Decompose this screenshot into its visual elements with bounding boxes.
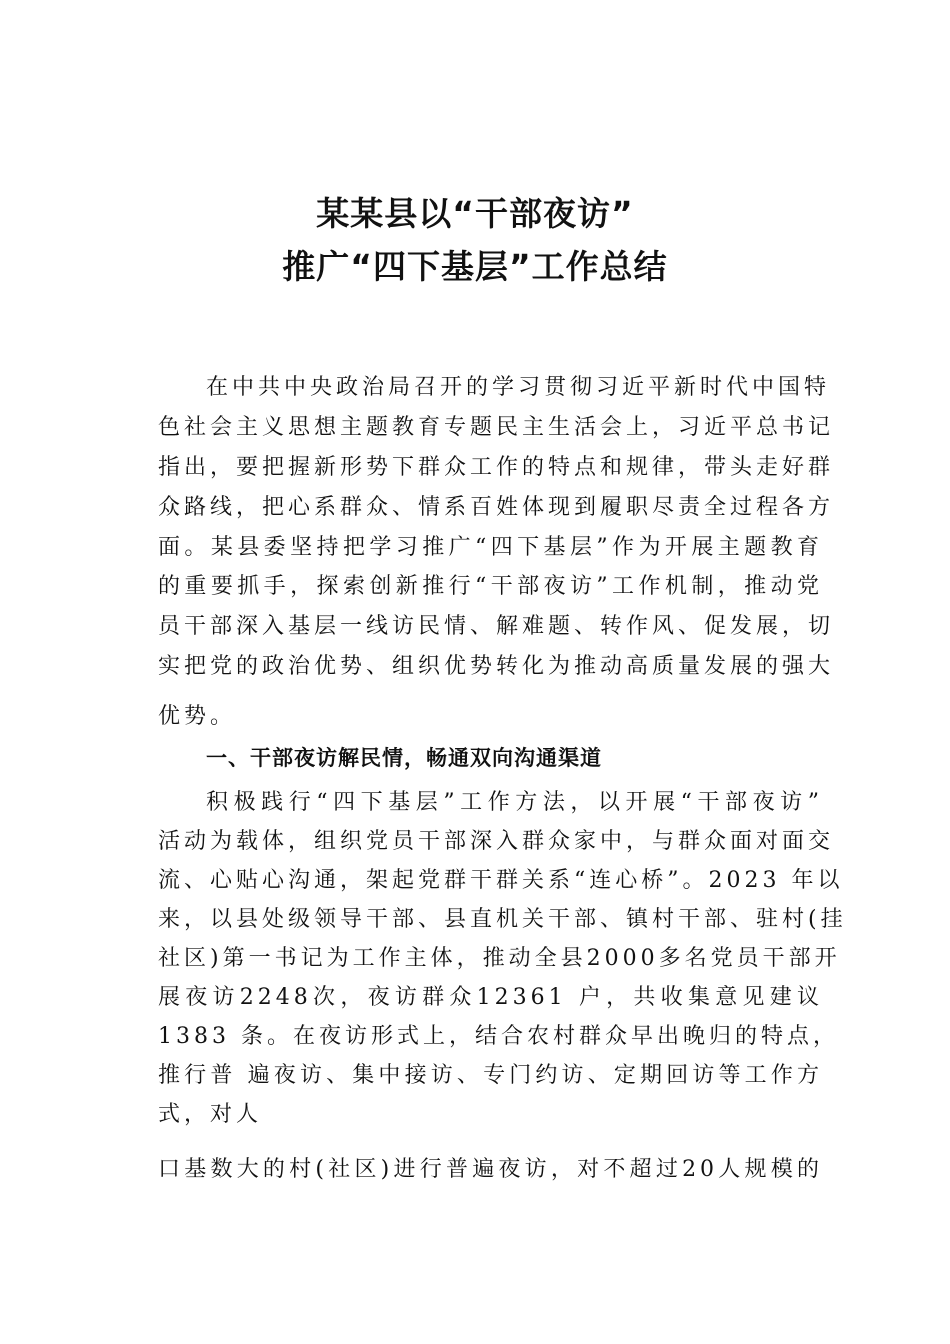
paragraph-line: 口基数大的村(社区)进行普遍夜访，对不超过20人规模的: [158, 1157, 823, 1182]
paragraph-line: 活动为载体，组织党员干部深入群众家中，与群众面对面交: [158, 829, 835, 854]
paragraph-line: 面。某县委坚持把学习推广“四下基层”作为开展主题教育: [158, 535, 823, 560]
paragraph-line: 1383 条。在夜访形式上，结合农村群众早出晚归的特点，: [158, 1024, 839, 1049]
paragraph-line: 实把党的政治优势、组织优势转化为推动高质量发展的强大: [158, 654, 835, 679]
paragraph-line: 众路线，把心系群众、情系百姓体现到履职尽责全过程各方: [158, 495, 835, 520]
document-title-line-2: 推广“四下基层”工作总结: [282, 247, 668, 286]
paragraph-line: 在中共中央政治局召开的学习贯彻习近平新时代中国特: [206, 375, 831, 400]
paragraph-line: 的重要抓手，探索创新推行“干部夜访”工作机制，推动党: [158, 574, 823, 599]
paragraph-line: 来，以县处级领导干部、县直机关干部、镇村干部、驻村(挂: [158, 907, 847, 932]
paragraph-line: 社区)第一书记为工作主体，推动全县2000多名党员干部开: [158, 946, 841, 971]
document-title-line-1: 某某县以“干部夜访”: [316, 194, 634, 233]
paragraph-line: 式，对人: [158, 1102, 263, 1127]
paragraph-line: 员干部深入基层一线访民情、解难题、转作风、促发展，切: [158, 614, 835, 639]
section-heading: 一、干部夜访解民情，畅通双向沟通渠道: [206, 746, 602, 770]
paragraph-line: 流、心贴心沟通，架起党群干群关系“连心桥”。2023 年以: [158, 868, 844, 893]
paragraph-line: 指出，要把握新形势下群众工作的特点和规律，带头走好群: [158, 455, 835, 480]
paragraph-line: 推行普 遍夜访、集中接访、专门约访、定期回访等工作方: [158, 1063, 823, 1088]
paragraph-line: 优势。: [158, 704, 237, 729]
paragraph-line: 展夜访2248次，夜访群众12361 户，共收集意见建议: [158, 985, 823, 1010]
paragraph-line: 积极践行“四下基层”工作方法，以开展“干部夜访”: [206, 790, 823, 815]
paragraph-line: 色社会主义思想主题教育专题民主生活会上，习近平总书记: [158, 415, 835, 440]
